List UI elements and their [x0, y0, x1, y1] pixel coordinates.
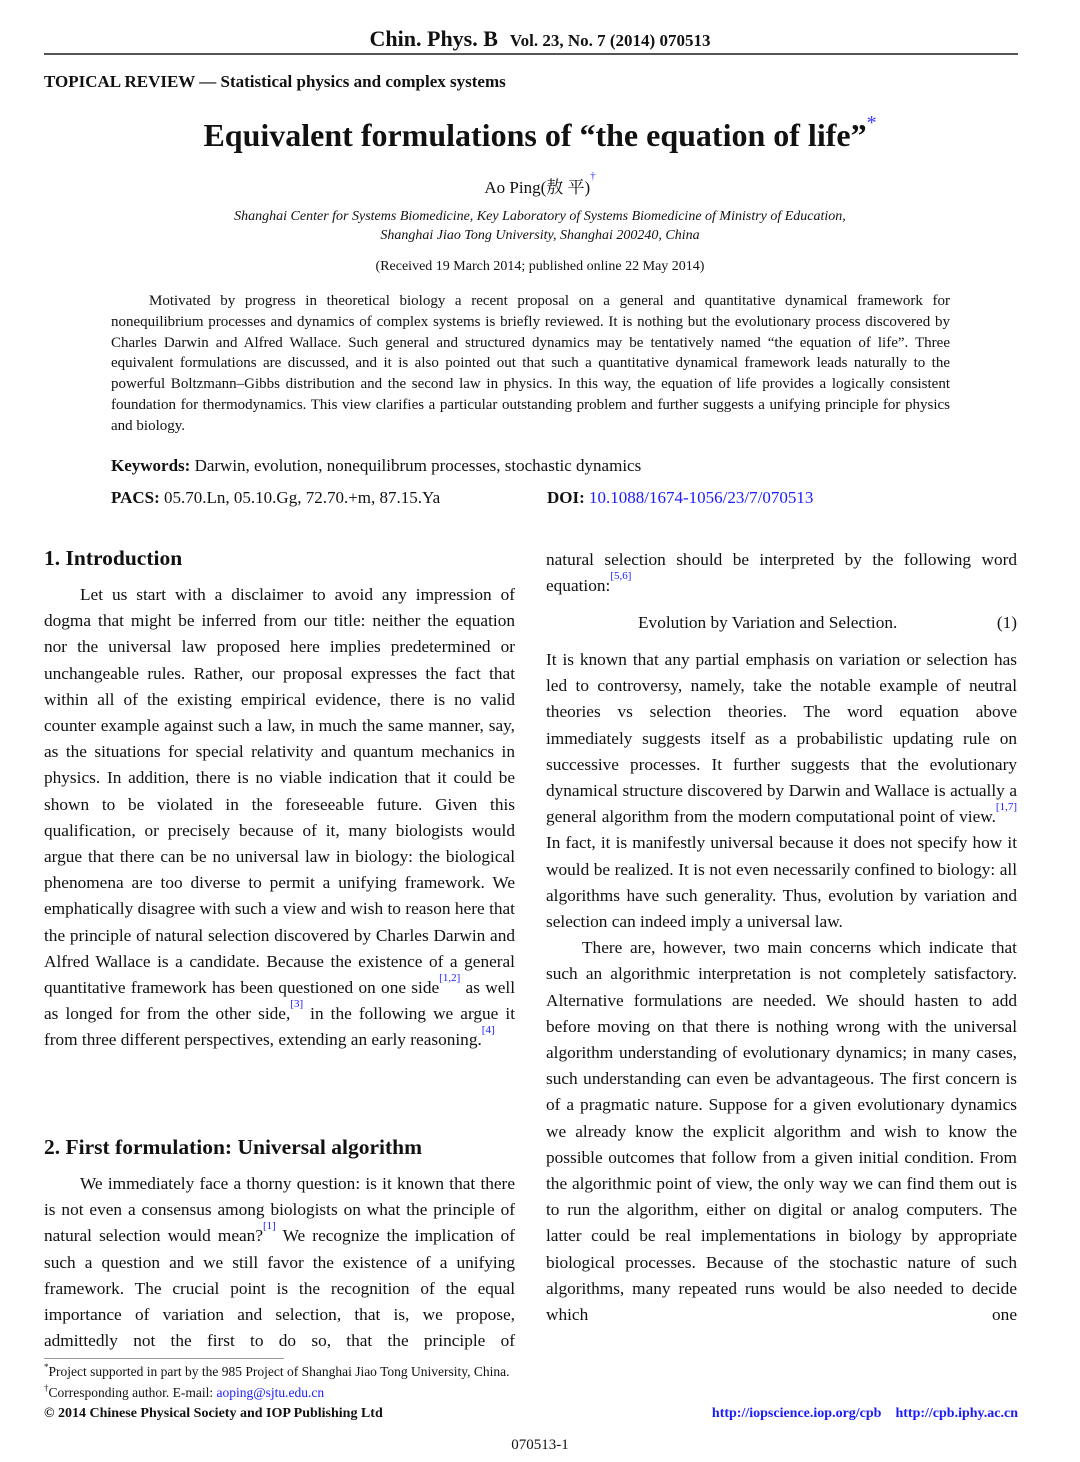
email-link[interactable]: aoping@sjtu.edu.cn — [216, 1385, 325, 1400]
header-rule — [44, 53, 1018, 55]
citation-link[interactable]: [1] — [263, 1220, 276, 1233]
citation-link[interactable]: [4] — [481, 1024, 495, 1037]
doi — [547, 488, 813, 508]
affiliation-line-1: Shanghai Center for Systems Biomedicine, Key Laboratory of Systems Biomedicine of Ministry of Education, — [234, 209, 846, 224]
footnote-1-marker: * — [44, 1362, 49, 1372]
section-1-text-c: in the following we argue it from three different perspectives, extending an early reasoning. — [44, 1004, 516, 1050]
equation-number: (1) — [996, 613, 1017, 632]
section-1-text-b: as well as longed for from the other side, — [44, 978, 515, 1024]
pacs — [111, 488, 440, 508]
citation-link[interactable]: [1,7] — [995, 801, 1017, 814]
section-2-p2-text-a: It is known that any partial emphasis on variation or selection has led to controversy, namely, take the notable example of neutral theories vs selection theories. The word equation above immediately suggests itself as a probabilistic updating rule on successive processes. It further suggests that the evolutionary dynamical structure discovered by Darwin and Wallace is actually a general algorithm from the modern computational point of view. — [546, 650, 1017, 827]
section-2-heading: 2. First formulation: Universal algorithm — [44, 1135, 422, 1159]
section-2-p2-text-b: In fact, it is manifestly universal because it does not specify how it would be realized. It is not even necessarily confined to biology: all algorithms have such generality. Thus, evolution by variation and selection can indeed imply a universal law. — [546, 833, 1017, 932]
keywords-label: Keywords: — [111, 456, 191, 475]
pacs-value: 05.70.Ln, 05.10.Gg, 72.70.+m, 87.15.Ya — [164, 488, 441, 507]
footnote-2-label: Corresponding author. E-mail: — [48, 1385, 217, 1400]
cpb-link[interactable]: http://cpb.iphy.ac.cn — [895, 1406, 1018, 1421]
journal-name: Chin. Phys. B — [369, 26, 498, 51]
footnote-2-marker: † — [44, 1383, 49, 1393]
title-footnote-marker[interactable]: * — [866, 112, 877, 134]
citation-link[interactable]: [1,2] — [439, 972, 461, 985]
keywords-value: Darwin, evolution, nonequilibrum processes, stochastic dynamics — [194, 456, 642, 475]
footnote-2 — [44, 1385, 324, 1401]
section-1-heading: 1. Introduction — [44, 546, 183, 570]
author-footnote-marker[interactable]: † — [590, 170, 596, 182]
equation-text: Evolution by Variation and Selection. — [638, 613, 898, 632]
footnote-rule — [44, 1358, 284, 1359]
citation-link[interactable]: [3] — [290, 998, 304, 1011]
volume-info: Vol. 23, No. 7 (2014) 070513 — [509, 31, 711, 50]
received-dates: (Received 19 March 2014; published online 22 May 2014) — [375, 259, 705, 274]
title-text: Equivalent formulations of “the equation of life” — [203, 117, 867, 153]
author-line — [0, 170, 1080, 198]
author-name: Ao Ping(敖 平) — [484, 178, 591, 197]
footnote-1-text: Project supported in part by the 985 Project of Shanghai Jiao Tong University, China. — [48, 1364, 510, 1379]
doi-link[interactable]: 10.1088/1674-1056/23/7/070513 — [589, 488, 814, 507]
page-number: 070513-1 — [511, 1437, 569, 1453]
section-2-text-a: We immediately face a thorny question: is it known that there is not even a consensus among biologists on what the principle of natural selection would mean? — [44, 1174, 515, 1246]
section-2-text-b: We recognize the implication of such a question and we still favor the existence of a unifying framework. The crucial point is the recognition of the equal importance of variation and selection, that is, we propose, admittedly not the first to do so, that the principle of — [44, 1226, 515, 1351]
keywords — [111, 456, 641, 476]
iopscience-link[interactable]: http://iopscience.iop.org/cpb — [711, 1406, 882, 1421]
pacs-label: PACS: — [111, 488, 160, 507]
affiliation — [0, 207, 1080, 245]
copyright: © 2014 Chinese Physical Society and IOP Publishing Ltd — [44, 1406, 383, 1421]
footnote-1 — [44, 1364, 509, 1380]
topical-review-label: TOPICAL REVIEW — Statistical physics and complex systems — [44, 72, 506, 91]
doi-label: DOI: — [547, 488, 585, 507]
section-1-paragraph — [44, 582, 515, 1054]
section-2-right-body — [546, 647, 1017, 1328]
section-2-paragraph-3: There are, however, two main concerns which indicate that such an algorithmic interpretation is not completely satisfactory. Alternative formulations are needed. We should hasten to add before moving on that there is nothing wrong with the universal algorithm understanding of evolutionary dynamics; in many cases, such understanding can even be advantageous. The first concern is of a pragmatic nature. Suppose for a given evolutionary dynamics we already know the explicit algorithm and wish to know the possible outcomes that follow from a given initial condition. From the algorithmic point of view, the only way we can find them out is to run the algorithm, either on digital or analog computers. The latter could be real implementations in biology by appropriate biological processes. Because of the stochastic nature of such algorithms, many repeated runs would be also needed to decide which one — [546, 938, 1017, 1325]
running-head — [0, 26, 1080, 52]
affiliation-line-2: Shanghai Jiao Tong University, Shanghai 200240, China — [380, 228, 700, 243]
section-1-text-a: Let us start with a disclaimer to avoid any impression of dogma that might be inferred from our title: neither the equation nor the universal law proposed here implies predetermined or unchangeable rules. Rather, our proposal expresses the fact that within all of the existing empirical evidence, there is no valid counter example against such a law, in much the same manner, say, as the situations for special relativity and quantum mechanics in physics. In addition, there is no viable indication that it could be shown to be violated in the foreseeable future. Given this qualification, or precisely because of it, many biologists would argue that there can be no universal law in biology: the biological phenomena are too diverse to permit a unifying framework. We emphatically disagree with such a view and wish to reason here that the principle of natural selection discovered by Charles Darwin and Alfred Wallace is a candidate. Because the existence of a general quantitative framework has been questioned on one side — [44, 585, 515, 998]
section-2-paragraph-1-continued — [546, 547, 1017, 599]
section-2-paragraph-2 — [546, 647, 1017, 935]
section-2-paragraph-1 — [44, 1171, 515, 1354]
paper-title — [0, 112, 1080, 154]
abstract: Motivated by progress in theoretical biology a recent proposal on a general and quantitative dynamical framework for nonequilibrium processes and dynamics of complex systems is briefly reviewed. It is nothing but the evolutionary process discovered by Charles Darwin and Alfred Wallace. Such general and structured dynamics may be tentatively named “the equation of life”. Three equivalent formulations are discussed, and it is also pointed out that such a quantitative dynamical framework leads naturally to the powerful Boltzmann–Gibbs distribution and the second law in physics. In this way, the equation of life provides a logically consistent foundation for thermodynamics. This view clarifies a particular outstanding problem and further suggests a unifying principle for physics and biology. — [111, 293, 950, 434]
citation-link[interactable]: [5,6] — [610, 570, 632, 583]
journal-urls — [712, 1406, 1018, 1422]
section-2-text-cont: natural selection should be interpreted by the following word equation: — [546, 550, 1017, 596]
